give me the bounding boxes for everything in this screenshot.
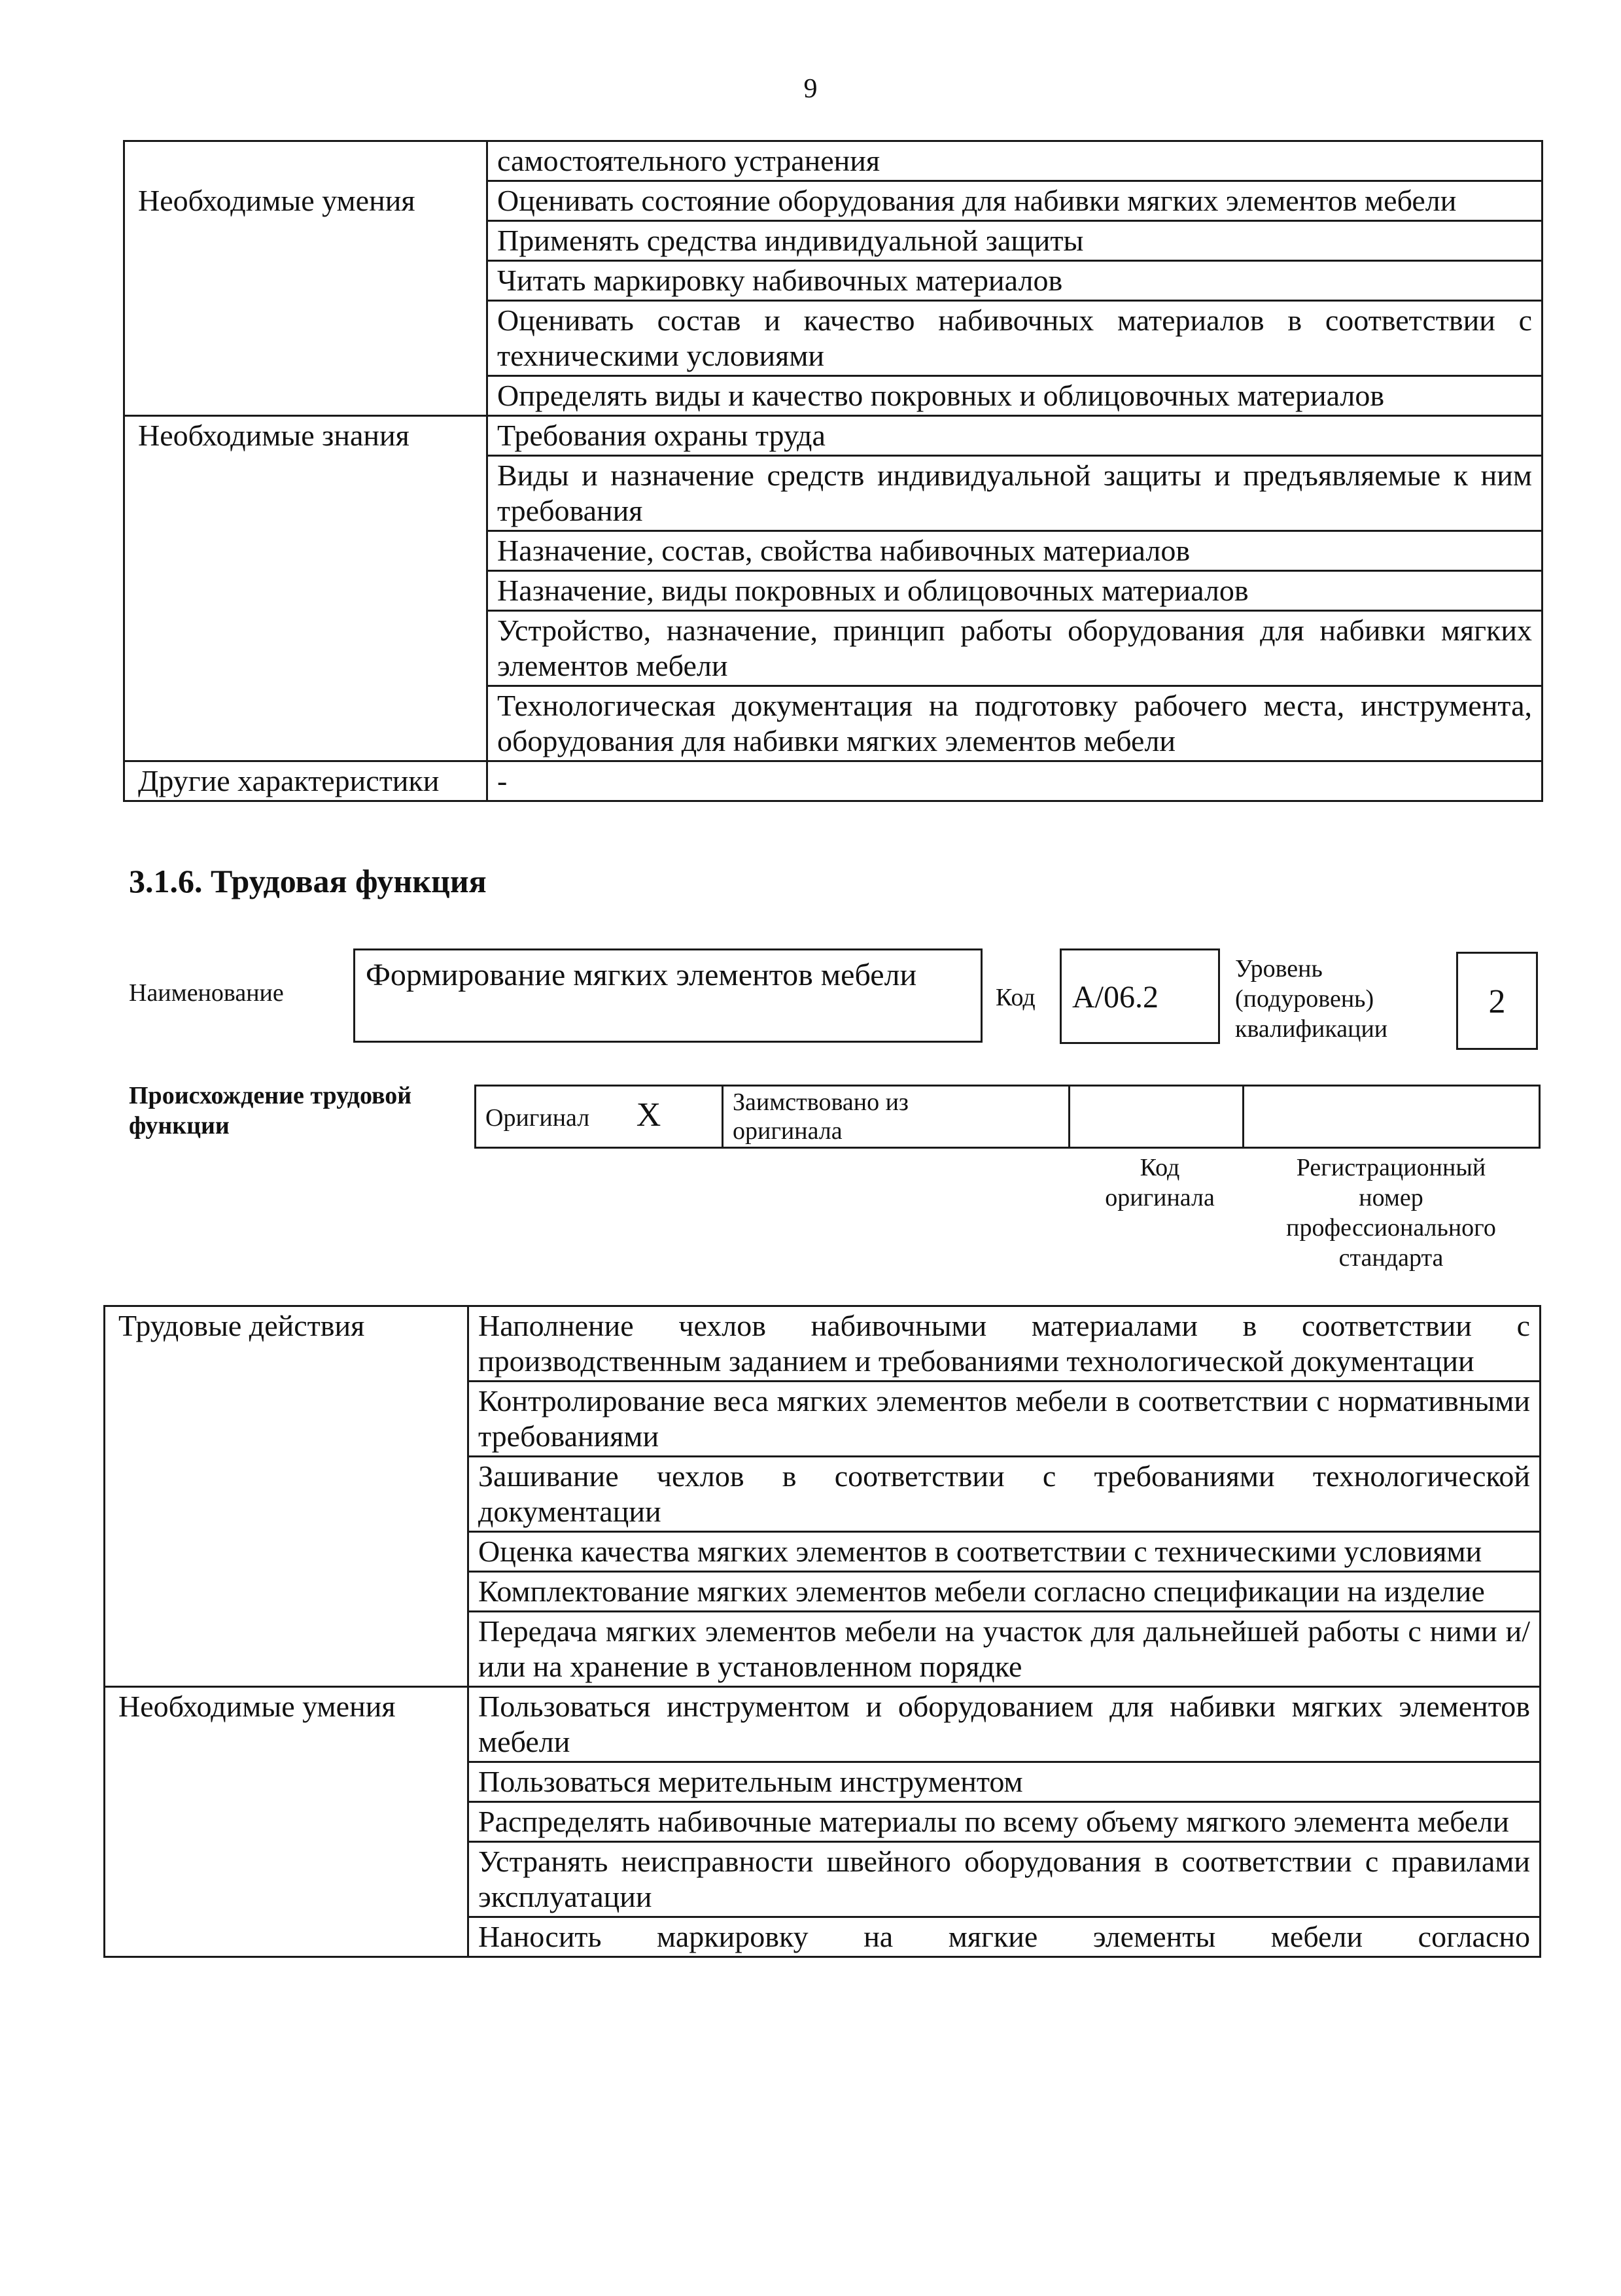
table-row [124, 141, 1543, 181]
row-text: Устранять неисправности швейного оборудования в соответствии с правилами эксплуатации [468, 1842, 1541, 1917]
row-text: Назначение, виды покровных и облицовочных материалов [487, 571, 1543, 611]
skills-knowledge-table [123, 140, 1543, 802]
row-text: Наполнение чехлов набивочными материалами в соответствии с производственным заданием и требованиями технологической документации [468, 1306, 1541, 1382]
code-value: А/06.2 [1072, 980, 1159, 1015]
section-heading: 3.1.6. Трудовая функция [129, 863, 487, 899]
code-box [1060, 948, 1220, 1044]
row-text: Комплектование мягких элементов мебели согласно спецификации на изделие [468, 1572, 1541, 1612]
row-text: Оценивать состав и качество набивочных материалов в соответствии с техническими условиями [487, 301, 1543, 376]
origin-table [474, 1085, 1541, 1149]
row-label [124, 141, 487, 181]
caption-line: оригинала [1105, 1184, 1215, 1211]
table-row [105, 1687, 1541, 1762]
row-text: Оценивать состояние оборудования для набивки мягких элементов мебели [487, 181, 1543, 221]
original-mark: X [636, 1096, 661, 1134]
row-text: Виды и назначение средств индивидуальной защиты и предъявляемые к ним требования [487, 456, 1543, 531]
row-text: Читать маркировку набивочных материалов [487, 261, 1543, 301]
labor-actions-table [103, 1305, 1541, 1958]
origin-label-line: Происхождение трудовой [129, 1082, 412, 1109]
origin-label-line: функции [129, 1112, 230, 1139]
row-label: Необходимые умения [105, 1687, 468, 1957]
row-label: Другие характеристики [124, 761, 487, 801]
row-text: Контролирование веса мягких элементов мебели в соответствии с нормативными требованиями [468, 1382, 1541, 1457]
row-text: Наносить маркировку на мягкие элементы мебели согласно [468, 1917, 1541, 1957]
caption-line: номер [1359, 1184, 1423, 1211]
row-label: Необходимые знания [124, 416, 487, 761]
row-text: Назначение, состав, свойства набивочных материалов [487, 531, 1543, 571]
level-label [1235, 954, 1387, 1044]
code-label: Код [996, 984, 1036, 1011]
borrowed-label-line: оригинала [733, 1117, 843, 1145]
row-text: Применять средства индивидуальной защиты [487, 221, 1543, 261]
caption-line: профессионального [1286, 1214, 1496, 1242]
row-text: Передача мягких элементов мебели на участок для дальнейшей работы с ними и/или на хранение в установленном порядке [468, 1612, 1541, 1687]
name-box [353, 948, 983, 1043]
row-text: Оценка качества мягких элементов в соответствии с техническими условиями [468, 1532, 1541, 1572]
row-text: Устройство, назначение, принцип работы оборудования для набивки мягких элементов мебели [487, 611, 1543, 686]
row-text: Распределять набивочные материалы по всему объему мягкого элемента мебели [468, 1802, 1541, 1842]
page-number: 9 [803, 74, 818, 104]
caption-line: стандарта [1338, 1244, 1444, 1272]
row-text: Зашивание чехлов в соответствии с требованиями технологической документации [468, 1457, 1541, 1532]
table-row [124, 416, 1543, 456]
row-text: Технологическая документация на подготовку рабочего места, инструмента, оборудования для набивки мягких элементов мебели [487, 686, 1543, 761]
row-text: Определять виды и качество покровных и облицовочных материалов [487, 376, 1543, 416]
caption-line: Код [1140, 1154, 1180, 1181]
level-value: 2 [1488, 983, 1506, 1020]
table-row [476, 1086, 1540, 1148]
original-label: Оригинал [485, 1104, 590, 1132]
original-cell [476, 1086, 723, 1148]
borrowed-label-line: Заимствовано из [733, 1088, 909, 1116]
table-row [124, 181, 1543, 221]
origin-label [129, 1081, 411, 1141]
level-label-line: квалификации [1235, 1015, 1388, 1043]
level-label-line: Уровень [1235, 955, 1323, 983]
row-text: самостоятельного устранения [487, 141, 1543, 181]
reg-number-caption [1243, 1153, 1539, 1273]
row-label: Необходимые умения [124, 181, 487, 416]
code-original-cell [1070, 1086, 1244, 1148]
row-text: - [487, 761, 1543, 801]
row-label: Трудовые действия [105, 1306, 468, 1687]
table-row [124, 761, 1543, 801]
code-original-caption [1073, 1153, 1247, 1213]
row-text: Пользоваться мерительным инструментом [468, 1762, 1541, 1802]
level-box [1456, 952, 1538, 1050]
reg-number-cell [1244, 1086, 1540, 1148]
row-text: Требования охраны труда [487, 416, 1543, 456]
caption-line: Регистрационный [1296, 1154, 1486, 1181]
borrowed-cell [723, 1086, 1070, 1148]
row-text: Пользоваться инструментом и оборудованием для набивки мягких элементов мебели [468, 1687, 1541, 1762]
level-label-line: (подуровень) [1235, 985, 1374, 1013]
name-label: Наименование [129, 979, 284, 1007]
table-row [105, 1306, 1541, 1382]
name-value: Формирование мягких элементов мебели [366, 958, 917, 992]
